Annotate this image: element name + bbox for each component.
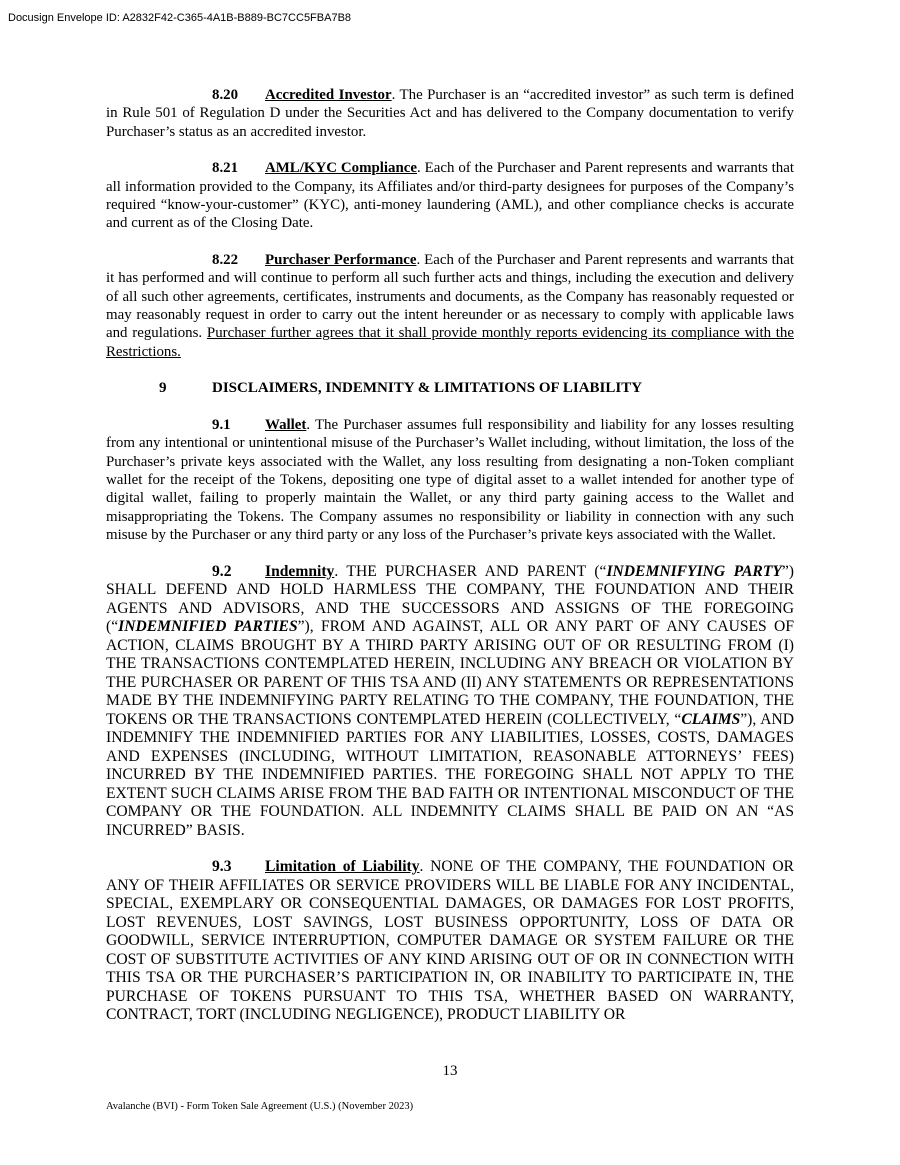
section-number: 8.22 <box>212 251 239 268</box>
section-8-21 <box>106 159 794 233</box>
defined-term: INDEMNIFIED PARTIES <box>118 618 298 636</box>
section-text: . The Purchaser assumes full responsibility and liability for any losses resulting from any intentional or unintentional misuse of the Purchaser’s Wallet including, without limitation, the loss of the Purchaser’s private keys associated with the Wallet, any loss resulting from designating a non-Token compliant wallet for the receipt of the Tokens, depositing one type of digital asset to a wallet intended for another type of digital wallet, failing to properly maintain the Wallet, or any third party gaining access to the Wallet and misappropriating the Tokens. The Company assumes no responsibility or liability in connection with any such misuse by the Purchaser or any third party or any loss of the Purchaser’s private keys associated with the Wallet. <box>106 416 794 544</box>
section-9-title <box>106 379 794 397</box>
document-body <box>106 86 794 1043</box>
defined-term: INDEMNIFYING PARTY <box>606 562 782 580</box>
section-text: . THE PURCHASER AND PARENT (“ <box>334 562 607 580</box>
section-number: 9.3 <box>212 858 232 876</box>
section-heading: Accredited Investor <box>265 87 392 103</box>
underlined-text: Purchaser further agrees that it shall provide monthly reports evidencing its compliance with the Restrictions. <box>106 325 794 360</box>
section-9-1 <box>106 416 794 545</box>
section-heading: Wallet <box>265 416 307 433</box>
section-text: . NONE OF THE COMPANY, THE FOUNDATION OR ANY OF THEIR AFFILIATES OR SERVICE PROVIDERS WILL BE LIABLE FOR ANY INCIDENTAL, SPECIAL, EXEMPLARY OR CONSEQUENTIAL DAMAGES, OR DAMAGES FOR LOST PROFITS, LOST REVENUES, LOST SAVINGS, LOST BUSINESS OPPORTUNITY, LOSS OF DATA OR GOODWILL, SERVICE INTERRUPTION, COMPUTER DAMAGE OR SYSTEM FAILURE OR THE COST OF SUBSTITUTE ACTIVITIES OF ANY KIND ARISING OUT OF OR IN CONNECTION WITH THIS TSA OR THE PURCHASER’S PARTICIPATION IN, OR INABILITY TO PARTICIPATE IN, THE PURCHASE OF TOKENS PURSUANT TO THIS TSA, WHETHER BASED ON WARRANTY, CONTRACT, TORT (INCLUDING NEGLIGENCE), PRODUCT LIABILITY OR <box>106 858 794 1024</box>
section-heading: Limitation of Liability <box>265 858 420 876</box>
section-text: . Each of the Purchaser and Parent represents and warrants that it has performed and will continue to perform all such further acts and things, including the execution and delivery of all such other agreements, certificates, instruments and documents, as the Company has reasonably requested or may reasonably request in order to carry out the intent hereunder or as necessary to comply with applicable laws and regulations. <box>106 251 794 342</box>
section-title: DISCLAIMERS, INDEMNITY & LIMITATIONS OF LIABILITY <box>212 380 643 397</box>
section-8-22 <box>106 251 794 361</box>
section-9-3 <box>106 858 794 1025</box>
section-number: 8.20 <box>212 87 239 103</box>
section-9-2 <box>106 563 794 841</box>
section-heading: Purchaser Performance <box>265 251 417 268</box>
section-number: 9.2 <box>212 562 232 580</box>
page-number: 13 <box>442 1063 458 1079</box>
section-text: . The Purchaser is an “accredited investor” as such term is defined in Rule 501 of Regulation D under the Securities Act and has delivered to the Company documentation to verify Purchaser’s status as an accredited investor. <box>106 87 794 140</box>
section-text: ”) SHALL DEFEND AND HOLD HARMLESS THE COMPANY, THE FOUNDATION AND THEIR AGENTS AND ADVISORS, AND THE SUCCESSORS AND ASSIGNS OF THE FOREGOING (“ <box>106 562 794 636</box>
envelope-id: Docusign Envelope ID: A2832F42-C365-4A1B-B889-BC7CC5FBA7B8 <box>8 12 352 24</box>
section-text: ”), AND INDEMNIFY THE INDEMNIFIED PARTIES FOR ANY LIABILITIES, LOSSES, COSTS, DAMAGES AND EXPENSES (INCLUDING, WITHOUT LIMITATION, REASONABLE ATTORNEYS’ FEES) INCURRED BY THE INDEMNIFIED PARTIES. THE FOREGOING SHALL NOT APPLY TO THE EXTENT SUCH CLAIMS ARISE FROM THE BAD FAITH OR INTENTIONAL MISCONDUCT OF THE COMPANY OR THE FOUNDATION. ALL INDEMNITY CLAIMS SHALL BE PAID ON AN “AS INCURRED” BASIS. <box>106 710 794 839</box>
footer: Avalanche (BVI) - Form Token Sale Agreement (U.S.) (November 2023) <box>106 1101 414 1112</box>
section-heading: AML/KYC Compliance <box>265 160 417 177</box>
section-text: ”), FROM AND AGAINST, ALL OR ANY PART OF ANY CAUSES OF ACTION, CLAIMS BROUGHT BY A THIRD PARTY ARISING OUT OF OR RESULTING FROM (I) THE TRANSACTIONS CONTEMPLATED HEREIN, INCLUDING ANY BREACH OR VIOLATION BY THE PURCHASER OR PARENT OF THIS TSA AND (II) ANY STATEMENTS OR REPRESENTATIONS MADE BY THE INDEMNIFYING PARTY RELATING TO THE COMPANY, THE FOUNDATION, THE TOKENS OR THE TRANSACTIONS CONTEMPLATED HEREIN (COLLECTIVELY, “ <box>106 618 794 728</box>
section-heading: Indemnity <box>265 562 335 580</box>
defined-term: CLAIMS <box>681 710 741 728</box>
section-number: 9 <box>159 380 167 397</box>
section-number: 9.1 <box>212 416 231 433</box>
section-8-20 <box>106 86 794 141</box>
section-text: . Each of the Purchaser and Parent represents and warrants that all information provided to the Company, its Affiliates and/or third-party designees for purposes of the Company’s required “know-your-customer” (KYC), anti-money laundering (AML), and other compliance checks is accurate and current as of the Closing Date. <box>106 160 795 232</box>
section-number: 8.21 <box>212 160 239 177</box>
